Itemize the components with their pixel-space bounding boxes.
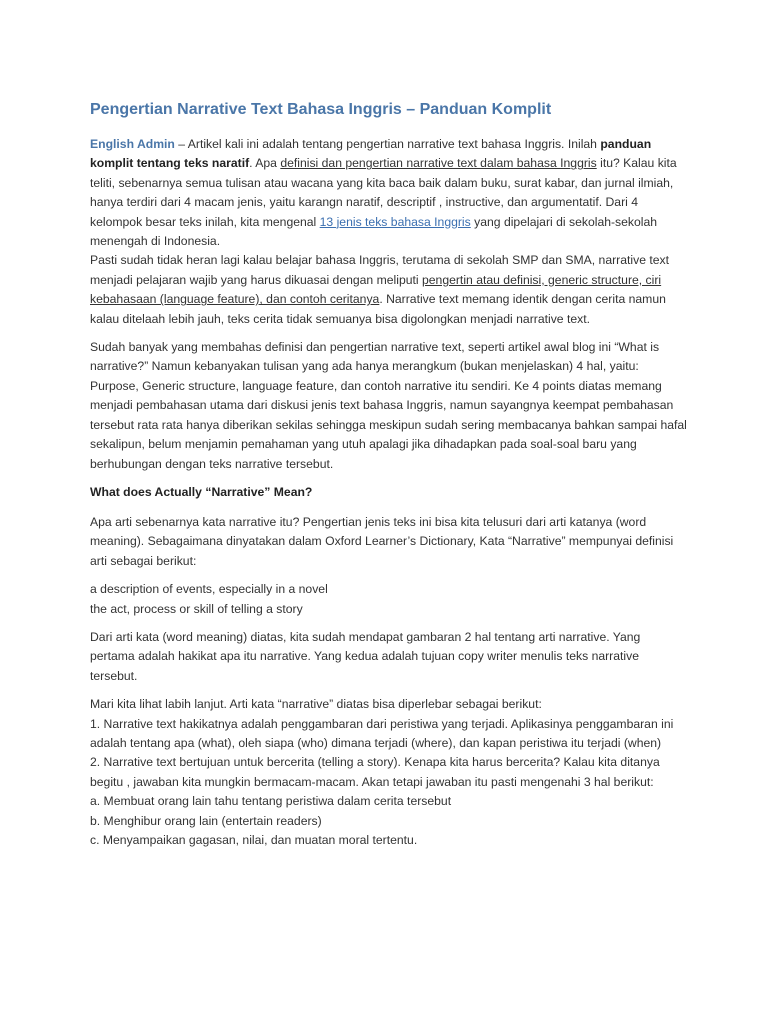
- curriculum-text-2: . Narrative text memang identik dengan cerita namun kalau ditelaah lebih jauh, teks cerita tidak semuanya bisa digolongkan menjadi narrative text.: [90, 292, 666, 326]
- intro-text-3: itu? Kalau kita teliti, sebenarnya semua tulisan atau wacana yang kita baca baik dalam buku, surat kabar, dan jurnal ilmiah, hanya terdiri dari 4 macam jenis, yaitu karangn naratif, descriptif , instructive, dan argumentatif. Dari 4 kelompok besar teks inilah, kita mengenal: [90, 156, 677, 229]
- document-page: [90, 97, 688, 859]
- intro-bold-text: panduan komplit tentang teks naratif: [90, 137, 652, 171]
- intro-text-4: yang dipelajari di sekolah-sekolah menengah di Indonesia.: [90, 214, 658, 249]
- definition-item: the act, process or skill of telling a story: [90, 601, 303, 616]
- definition-list: [90, 580, 688, 619]
- curriculum-text-1: Pasti sudah tidak heran lagi kalau belajar bahasa Inggris, terutama di sekolah SMP dan SMA, narrative text menjadi pelajaran wajib yang harus dikuasai dengan meliputi: [90, 253, 670, 287]
- meaning-paragraph: Apa arti sebenarnya kata narrative itu? Pengertian jenis teks ini bisa kita telusuri dari arti katanya (word meaning). Sebagaimana dinyatakan dalam Oxford Learner’s Dictionary, Kata “Narrative” mempunyai definisi arti sebagai berikut:: [90, 514, 674, 568]
- intro-text-2: . Apa: [249, 156, 281, 171]
- text-types-link[interactable]: 13 jenis teks bahasa Inggris: [319, 214, 471, 229]
- lettered-item: b. Menghibur orang lain (entertain readers): [90, 813, 322, 828]
- lettered-item: c. Menyampaikan gagasan, nilai, dan muatan moral tertentu.: [90, 833, 418, 847]
- author-link[interactable]: English Admin: [90, 137, 175, 151]
- intro-paragraph: [90, 135, 688, 251]
- article-title: Pengertian Narrative Text Bahasa Inggris – Panduan Komplit: [90, 101, 552, 118]
- lettered-item: a. Membuat orang lain tahu tentang peristiwa dalam cerita tersebut: [90, 794, 452, 809]
- section-heading: What does Actually “Narrative” Mean?: [90, 484, 313, 499]
- curriculum-underlined-text: pengertin atau definisi, generic structure, ciri kebahasaan (language feature), dan contoh ceritanya: [90, 272, 662, 307]
- intro-text-1: – Artikel kali ini adalah tentang pengertian narrative text bahasa Inggris. Inilah: [174, 137, 601, 151]
- summary-paragraph: Dari arti kata (word meaning) diatas, kita sudah mendapat gambaran 2 hal tentang arti narrative. Yang pertama adalah hakikat apa itu narrative. Yang kedua adalah tujuan copy writer menulis teks narrative tersebut.: [90, 629, 641, 683]
- numbered-item: 2. Narrative text bertujuan untuk bercerita (telling a story). Kenapa kita harus bercerita? Kalau kita ditanya begitu , jawaban kita mungkin bermacam-macam. Akan tetapi jawaban itu pasti mengenahi 3 hal berikut:: [90, 755, 660, 789]
- definition-item: a description of events, especially in a novel: [90, 582, 328, 597]
- curriculum-paragraph: [90, 251, 688, 329]
- numbered-item: 1. Narrative text hakikatnya adalah penggambaran dari peristiwa yang terjadi. Aplikasinya penggambaran ini adalah tentang apa (what), oleh siapa (who) dimana terjadi (where), dan kapan peristiwa itu terjadi (when): [90, 716, 674, 750]
- discussion-paragraph: Sudah banyak yang membahas definisi dan pengertian narrative text, seperti artikel awal blog ini “What is narrative?” Namun kebanyakan tulisan yang ada hanya merangkum (bukan menjelaskan) 4 hal, yaitu: Purpose, Generic structure, language feature, dan contoh narrative itu sendiri. Ke 4 points diatas memang menjadi pembahasan utama dari diskusi jenis text bahasa Inggris, namun sayangnya keempat pembahasan tersebut rata rata hanya diberikan sekilas sehingga meskipun sudah sering membacanya bahkan sampai hafal sekalipun, belum menjamin pemahaman yang utuh apalagi jika dihadapkan pada soal-soal baru yang berhubungan dengan teks narrative tersebut.: [90, 340, 687, 471]
- expansion-paragraph: [90, 695, 688, 850]
- expansion-intro: Mari kita lihat labih lanjut. Arti kata “narrative” diatas bisa diperlebar sebagai berikut:: [90, 697, 542, 712]
- definition-underlined-text: definisi dan pengertian narrative text dalam bahasa Inggris: [280, 156, 597, 171]
